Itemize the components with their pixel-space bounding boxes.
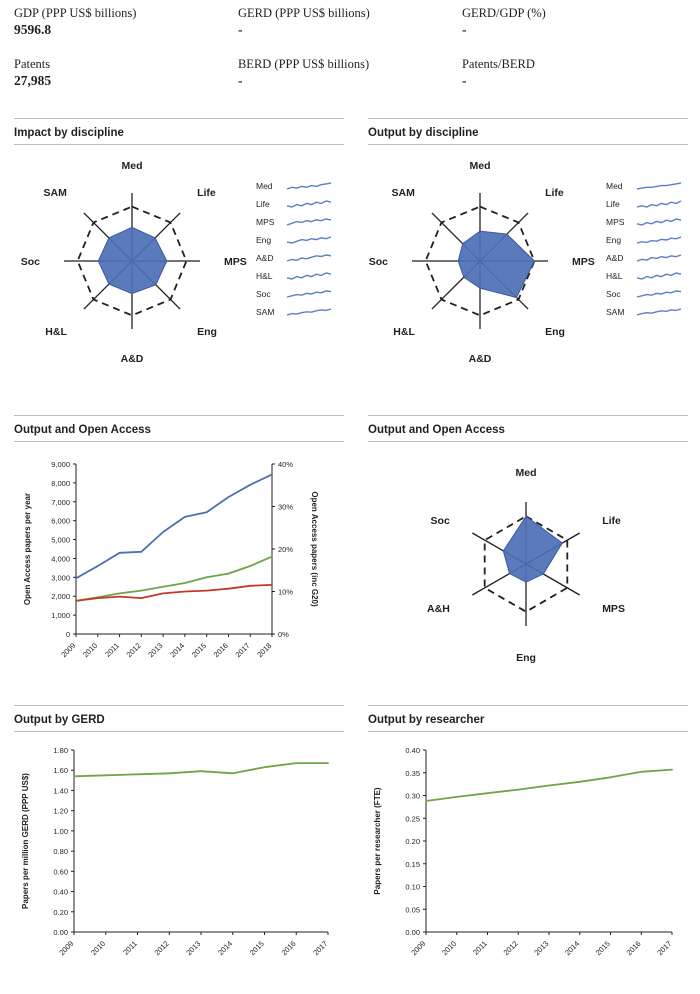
legend-sparkline bbox=[286, 288, 332, 300]
svg-text:2010: 2010 bbox=[440, 939, 459, 958]
legend-label: A&D bbox=[606, 253, 624, 263]
stat-label: BERD (PPP US$ billions) bbox=[237, 57, 370, 71]
svg-text:2013: 2013 bbox=[184, 939, 203, 958]
svg-text:10%: 10% bbox=[278, 587, 294, 597]
legend-row bbox=[606, 249, 682, 267]
legend-sparkline bbox=[286, 180, 332, 192]
svg-text:Eng: Eng bbox=[516, 652, 536, 664]
svg-text:Life: Life bbox=[602, 515, 621, 527]
svg-text:40%: 40% bbox=[278, 460, 294, 469]
stat-patents bbox=[14, 57, 238, 90]
legend-label: Eng bbox=[256, 235, 272, 245]
legend-sparkline bbox=[286, 216, 332, 228]
legend-row bbox=[256, 213, 332, 231]
stat-label: GERD (PPP US$ billions) bbox=[237, 6, 370, 20]
legend-row bbox=[256, 195, 332, 213]
svg-text:2015: 2015 bbox=[593, 939, 612, 958]
stat-value: 9596.8 bbox=[14, 22, 52, 37]
svg-text:Open Access papers (inc G20): Open Access papers (inc G20) bbox=[310, 491, 319, 607]
stat-patents-berd bbox=[462, 57, 686, 90]
svg-text:2016: 2016 bbox=[624, 939, 643, 958]
panel-output-by-gerd bbox=[14, 705, 344, 991]
svg-text:H&L: H&L bbox=[45, 326, 67, 339]
legend-row bbox=[606, 303, 682, 321]
legend-label: Soc bbox=[256, 289, 271, 299]
legend-label: Med bbox=[606, 181, 623, 191]
panel-title: Impact by discipline bbox=[14, 127, 124, 139]
legend-row bbox=[256, 231, 332, 249]
stat-value: - bbox=[237, 73, 243, 88]
stat-berd bbox=[238, 57, 462, 90]
radar-impact-chart bbox=[14, 149, 254, 379]
legend-label: Med bbox=[256, 181, 273, 191]
svg-text:2011: 2011 bbox=[121, 939, 139, 957]
panel-output-by-researcher bbox=[368, 705, 688, 991]
svg-text:6,000: 6,000 bbox=[51, 516, 70, 526]
legend-sparkline bbox=[636, 288, 682, 300]
stat-gdp bbox=[14, 6, 238, 39]
svg-text:20%: 20% bbox=[278, 545, 294, 554]
open-access-radar-chart bbox=[368, 446, 688, 686]
legend-sparkline bbox=[636, 270, 682, 282]
svg-text:Med: Med bbox=[469, 160, 491, 172]
svg-text:30%: 30% bbox=[278, 502, 294, 512]
svg-text:0.10: 0.10 bbox=[405, 882, 420, 892]
svg-text:2009: 2009 bbox=[409, 939, 428, 958]
svg-text:5,000: 5,000 bbox=[51, 535, 70, 545]
svg-text:2013: 2013 bbox=[532, 939, 551, 958]
svg-text:2014: 2014 bbox=[216, 939, 235, 958]
legend-label: A&D bbox=[256, 253, 274, 263]
legend-row bbox=[606, 213, 682, 231]
svg-text:0.40: 0.40 bbox=[53, 887, 68, 897]
panel-title: Output and Open Access bbox=[14, 424, 151, 436]
panel-output-open-access-left bbox=[14, 415, 344, 706]
svg-text:8,000: 8,000 bbox=[51, 478, 70, 488]
output-by-gerd-chart bbox=[14, 736, 344, 991]
svg-text:2014: 2014 bbox=[563, 939, 582, 958]
svg-text:Life: Life bbox=[197, 186, 216, 199]
legend-sparkline bbox=[286, 234, 332, 246]
open-access-line-chart bbox=[14, 446, 344, 706]
svg-text:2014: 2014 bbox=[168, 641, 187, 660]
divider bbox=[368, 731, 688, 732]
svg-text:0.05: 0.05 bbox=[405, 905, 420, 915]
summary-stats bbox=[14, 6, 686, 108]
legend-row bbox=[256, 303, 332, 321]
legend-sparkline bbox=[636, 252, 682, 264]
svg-text:1,000: 1,000 bbox=[51, 611, 70, 621]
svg-text:A&H: A&H bbox=[427, 603, 450, 615]
svg-text:2009: 2009 bbox=[57, 939, 76, 958]
svg-text:0%: 0% bbox=[278, 630, 289, 639]
stat-label: Patents/BERD bbox=[461, 57, 535, 71]
svg-text:0.35: 0.35 bbox=[405, 768, 420, 778]
svg-text:1.40: 1.40 bbox=[53, 786, 68, 796]
stat-gerd-gdp bbox=[462, 6, 686, 39]
output-by-researcher-chart bbox=[368, 736, 688, 991]
svg-text:MPS: MPS bbox=[224, 256, 247, 268]
svg-text:MPS: MPS bbox=[572, 256, 595, 268]
svg-text:0.25: 0.25 bbox=[405, 814, 420, 824]
legend-label: Life bbox=[606, 199, 620, 209]
legend-sparkline bbox=[636, 198, 682, 210]
svg-text:Soc: Soc bbox=[430, 515, 450, 527]
stat-label: GERD/GDP (%) bbox=[461, 6, 546, 20]
svg-text:A&D: A&D bbox=[120, 353, 144, 365]
svg-text:Soc: Soc bbox=[20, 256, 40, 268]
legend-sparkline bbox=[286, 270, 332, 282]
svg-text:Papers per million GERD (PPP U: Papers per million GERD (PPP US$) bbox=[21, 773, 30, 909]
legend-label: MPS bbox=[256, 217, 275, 227]
panel-title: Output and Open Access bbox=[368, 424, 505, 436]
radar-output-chart bbox=[368, 149, 608, 379]
svg-text:1.80: 1.80 bbox=[53, 746, 68, 755]
legend-row bbox=[606, 195, 682, 213]
panel-title: Output by researcher bbox=[368, 714, 485, 726]
svg-text:1.00: 1.00 bbox=[53, 826, 68, 836]
panel-impact-by-discipline bbox=[14, 118, 344, 384]
legend-row bbox=[606, 285, 682, 303]
svg-text:2,000: 2,000 bbox=[51, 592, 70, 602]
svg-text:2010: 2010 bbox=[81, 641, 100, 660]
panel-title: Output by GERD bbox=[14, 714, 105, 726]
legend-sparkline bbox=[636, 234, 682, 246]
legend-sparkline bbox=[636, 180, 682, 192]
svg-text:Eng: Eng bbox=[545, 326, 565, 339]
svg-text:Life: Life bbox=[545, 186, 564, 199]
svg-text:0.60: 0.60 bbox=[53, 867, 68, 877]
legend-label: H&L bbox=[606, 271, 623, 281]
svg-text:0.20: 0.20 bbox=[53, 907, 68, 917]
svg-text:2017: 2017 bbox=[233, 641, 252, 660]
legend-label: SAM bbox=[606, 307, 625, 317]
stat-label: GDP (PPP US$ billions) bbox=[14, 6, 137, 20]
svg-text:0.80: 0.80 bbox=[53, 847, 68, 857]
radar-impact-legend bbox=[256, 177, 332, 321]
divider bbox=[14, 441, 344, 442]
stat-value: - bbox=[237, 22, 243, 37]
stat-value: - bbox=[461, 73, 467, 88]
legend-sparkline bbox=[286, 252, 332, 264]
svg-text:9,000: 9,000 bbox=[51, 460, 70, 469]
svg-text:A&D: A&D bbox=[468, 353, 492, 365]
svg-text:Papers per researcher (FTE): Papers per researcher (FTE) bbox=[373, 787, 382, 895]
legend-row bbox=[606, 231, 682, 249]
svg-text:2016: 2016 bbox=[211, 641, 230, 660]
legend-label: MPS bbox=[606, 217, 625, 227]
legend-label: Life bbox=[256, 199, 270, 209]
svg-text:2018: 2018 bbox=[255, 641, 274, 660]
svg-text:4,000: 4,000 bbox=[51, 554, 70, 564]
legend-row bbox=[256, 267, 332, 285]
panel-output-open-access-right bbox=[368, 415, 688, 686]
svg-text:1.60: 1.60 bbox=[53, 766, 68, 776]
svg-text:2012: 2012 bbox=[152, 939, 171, 958]
divider bbox=[14, 731, 344, 732]
svg-text:1.20: 1.20 bbox=[53, 806, 68, 816]
svg-text:0.40: 0.40 bbox=[405, 746, 420, 755]
legend-row bbox=[256, 177, 332, 195]
svg-text:2013: 2013 bbox=[146, 641, 165, 660]
stats-row bbox=[14, 57, 686, 90]
svg-text:2009: 2009 bbox=[59, 641, 78, 660]
svg-text:2017: 2017 bbox=[655, 939, 674, 958]
svg-text:2015: 2015 bbox=[247, 939, 266, 958]
legend-label: Eng bbox=[606, 235, 622, 245]
svg-text:SAM: SAM bbox=[43, 186, 67, 199]
svg-text:H&L: H&L bbox=[393, 326, 415, 339]
svg-text:2011: 2011 bbox=[103, 641, 121, 659]
stat-gerd bbox=[238, 6, 462, 39]
svg-text:Open Access papers per year: Open Access papers per year bbox=[23, 492, 32, 606]
divider bbox=[14, 144, 344, 145]
svg-text:2011: 2011 bbox=[471, 939, 489, 957]
svg-text:Eng: Eng bbox=[197, 326, 217, 339]
svg-text:2015: 2015 bbox=[189, 641, 209, 660]
svg-text:SAM: SAM bbox=[391, 186, 415, 199]
svg-text:Med: Med bbox=[515, 467, 537, 479]
legend-label: Soc bbox=[606, 289, 621, 299]
svg-text:0.15: 0.15 bbox=[405, 859, 420, 869]
legend-sparkline bbox=[286, 198, 332, 210]
legend-sparkline bbox=[636, 306, 682, 318]
svg-text:2012: 2012 bbox=[501, 939, 520, 958]
svg-text:0.00: 0.00 bbox=[405, 928, 420, 937]
divider bbox=[368, 441, 688, 442]
legend-sparkline bbox=[636, 216, 682, 228]
svg-text:Med: Med bbox=[121, 160, 143, 172]
legend-row bbox=[256, 285, 332, 303]
svg-text:2017: 2017 bbox=[311, 939, 330, 958]
svg-text:3,000: 3,000 bbox=[51, 573, 70, 583]
svg-text:Soc: Soc bbox=[368, 256, 388, 268]
stat-value: 27,985 bbox=[14, 73, 52, 88]
svg-text:0.20: 0.20 bbox=[405, 837, 420, 846]
svg-text:0: 0 bbox=[65, 630, 70, 639]
stat-label: Patents bbox=[14, 57, 51, 71]
svg-text:2012: 2012 bbox=[124, 641, 143, 660]
svg-text:2010: 2010 bbox=[89, 939, 108, 958]
svg-text:MPS: MPS bbox=[602, 603, 625, 615]
panel-title: Output by discipline bbox=[368, 127, 479, 139]
panel-output-by-discipline bbox=[368, 118, 688, 384]
svg-text:0.30: 0.30 bbox=[405, 791, 420, 801]
svg-text:2016: 2016 bbox=[279, 939, 298, 958]
legend-row bbox=[606, 267, 682, 285]
legend-row bbox=[606, 177, 682, 195]
legend-label: H&L bbox=[256, 271, 273, 281]
svg-text:7,000: 7,000 bbox=[51, 497, 70, 507]
stat-value: - bbox=[461, 22, 467, 37]
legend-label: SAM bbox=[256, 307, 275, 317]
stats-row bbox=[14, 6, 686, 39]
legend-sparkline bbox=[286, 306, 332, 318]
divider bbox=[368, 144, 688, 145]
legend-row bbox=[256, 249, 332, 267]
radar-output-legend bbox=[606, 177, 682, 321]
svg-text:0.00: 0.00 bbox=[53, 928, 68, 937]
